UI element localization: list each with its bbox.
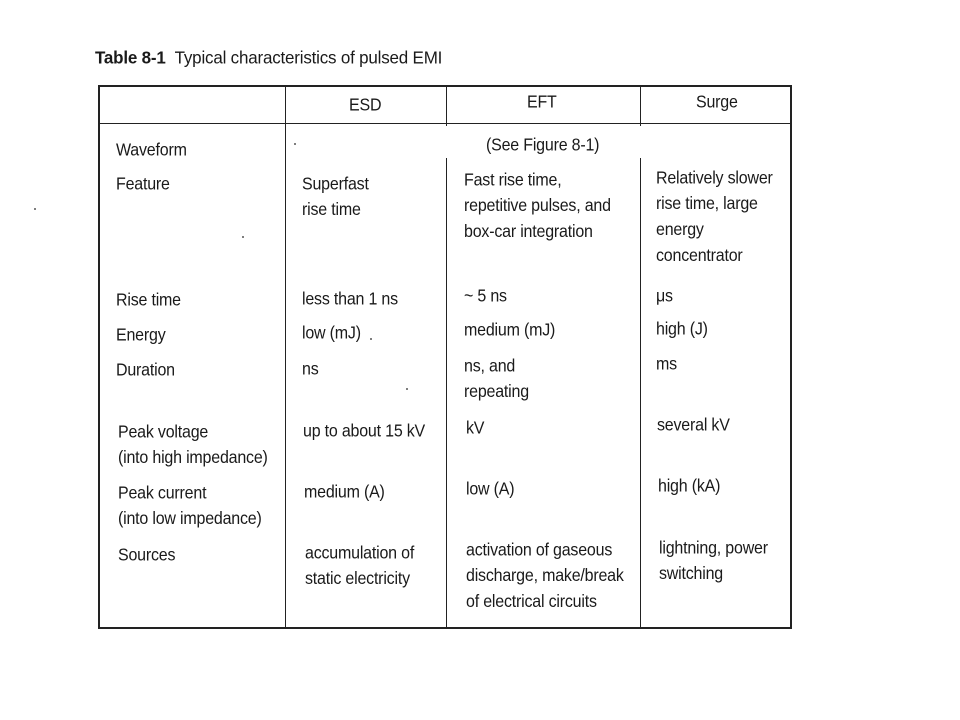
row-label-energy: Energy — [116, 326, 166, 345]
cell-duration-surge: ms — [656, 355, 677, 374]
cell-rise-time-eft: ~ 5 ns — [464, 287, 507, 306]
cell-peak-current-eft: low (A) — [466, 480, 515, 499]
table-number: Table 8-1 — [95, 48, 166, 68]
cell-sources-surge: lightning, power switching — [659, 539, 768, 584]
cell-rise-time-esd: less than 1 ns — [302, 290, 398, 309]
cell-peak-voltage-eft: kV — [466, 419, 485, 438]
cell-sources-esd: accumulation of static electricity — [305, 544, 415, 589]
table-caption — [95, 48, 442, 69]
cell-peak-current-esd: medium (A) — [304, 483, 385, 502]
cell-peak-voltage-esd: up to about 15 kV — [303, 422, 426, 441]
cell-duration-eft: ns, and repeating — [464, 357, 529, 402]
header-divider — [99, 123, 791, 124]
scan-speck — [294, 143, 296, 145]
row-label-waveform: Waveform — [116, 141, 187, 160]
cell-feature-surge: Relatively slower rise time, large energy concentrator — [656, 169, 773, 266]
row-label-duration: Duration — [116, 361, 175, 380]
column-divider-2-lower — [446, 158, 447, 628]
cell-sources-eft: activation of gaseous discharge, make/break of electrical circuits — [466, 541, 624, 612]
column-divider-1 — [285, 86, 286, 628]
cell-energy-esd: low (mJ) — [302, 324, 361, 343]
column-divider-3 — [640, 86, 641, 126]
scan-speck — [370, 338, 372, 340]
cell-peak-current-surge: high (kA) — [658, 477, 721, 496]
row-label-sources: Sources — [118, 546, 176, 565]
scan-speck — [242, 236, 244, 238]
header-esd: ESD — [349, 96, 382, 115]
column-divider-3-lower — [640, 158, 641, 628]
cell-peak-voltage-surge: several kV — [657, 416, 730, 435]
cell-rise-time-surge: μs — [656, 287, 673, 306]
scan-speck — [34, 208, 36, 210]
cell-feature-eft: Fast rise time, repetitive pulses, and box-car integration — [464, 171, 611, 242]
cell-duration-esd: ns — [302, 360, 319, 379]
row-label-feature: Feature — [116, 175, 170, 194]
row-label-rise-time: Rise time — [116, 291, 181, 310]
row-label-peak-current: Peak current (into low impedance) — [118, 484, 262, 529]
cell-energy-eft: medium (mJ) — [464, 321, 556, 340]
header-surge: Surge — [696, 93, 738, 112]
cell-energy-surge: high (J) — [656, 320, 708, 339]
column-divider-2 — [446, 86, 447, 126]
scan-speck — [406, 388, 408, 390]
cell-feature-esd: Superfast rise time — [302, 175, 369, 220]
table-title: Typical characteristics of pulsed EMI — [174, 48, 443, 68]
header-eft: EFT — [527, 93, 557, 112]
waveform-value: (See Figure 8-1) — [486, 136, 600, 155]
row-label-peak-voltage: Peak voltage (into high impedance) — [118, 423, 268, 468]
